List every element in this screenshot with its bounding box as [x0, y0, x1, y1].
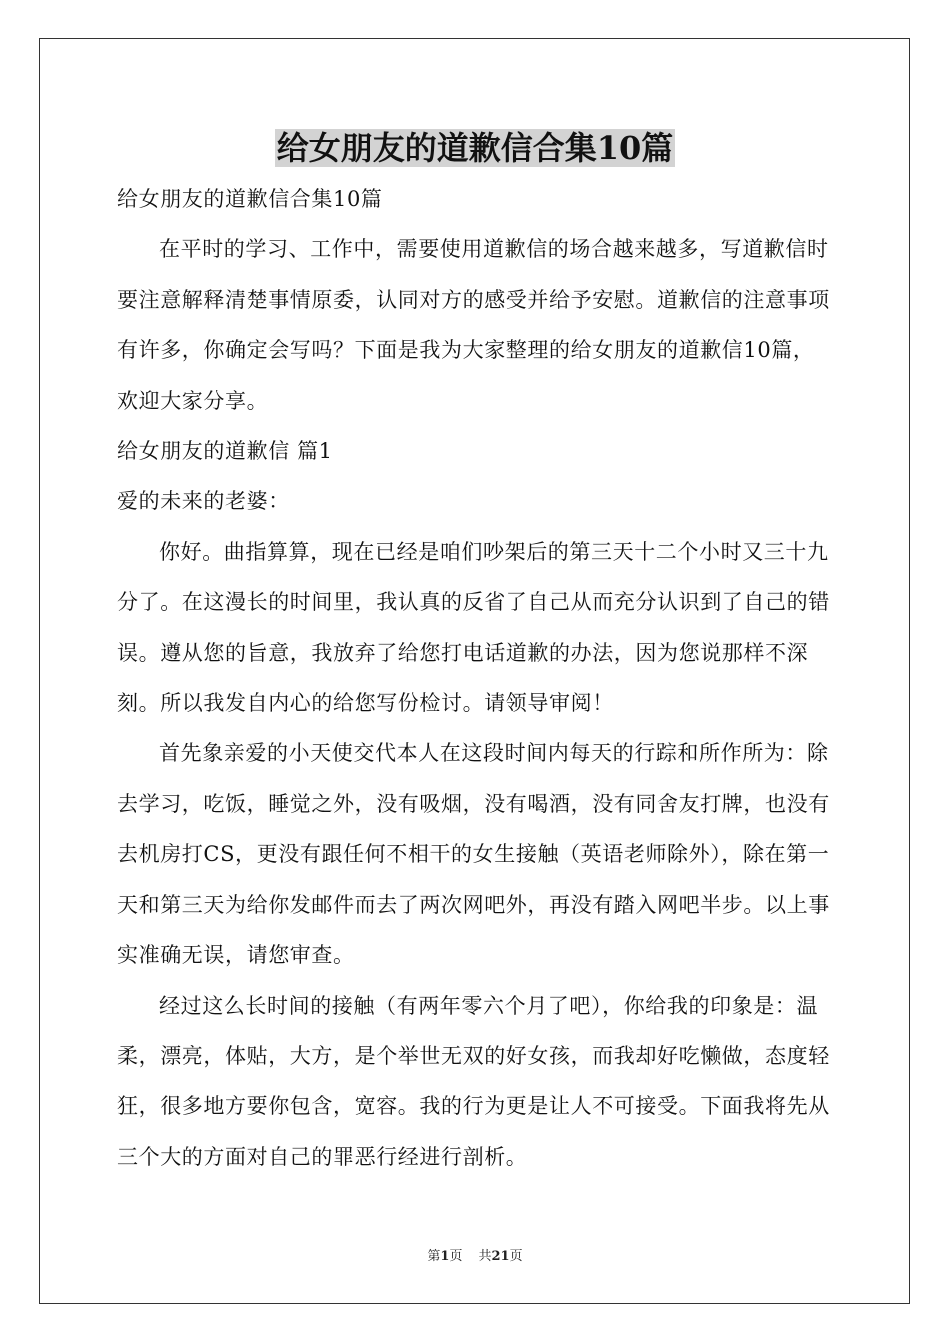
document-body	[117, 174, 833, 1182]
page-footer	[0, 1247, 950, 1267]
footer-page-current: 1	[440, 1249, 450, 1264]
document-title-text: 给女朋友的道歉信合集10篇	[276, 129, 674, 167]
paragraph-subtitle: 给女朋友的道歉信合集10篇	[117, 187, 383, 211]
paragraph-body-1: 你好。曲指算算，现在已经是咱们吵架后的第三天十二个小时又三十九分了。在这漫长的时间里，我认真的反省了自己从而充分认识到了自己的错误。遵从您的旨意，我放弃了给您打电话道歉的办法，因为您说那样不深刻。所以我发自内心的给您写份检讨。请领导审阅！	[117, 539, 830, 716]
paragraph-body-2: 首先象亲爱的小天使交代本人在这段时间内每天的行踪和所作所为：除去学习，吃饭，睡觉之外，没有吸烟，没有喝酒，没有同舍友打牌，也没有去机房打CS，更没有跟任何不相干的女生接触（英语老师除外），除在第一天和第三天为给你发邮件而去了两次网吧外，再没有踏入网吧半步。以上事实准确无误，请您审查。	[117, 741, 830, 968]
footer-page-total: 21	[491, 1249, 510, 1264]
footer-page-prefix: 第	[427, 1249, 441, 1264]
document-title	[0, 124, 950, 172]
footer-total-suffix: 页	[509, 1249, 523, 1264]
paragraph-section-heading: 给女朋友的道歉信 篇1	[117, 439, 333, 464]
paragraph-body-3: 经过这么长时间的接触（有两年零六个月了吧），你给我的印象是：温柔，漂亮，体贴，大方，是个举世无双的好女孩，而我却好吃懒做，态度轻狂，很多地方要你包含，宽容。我的行为更是让人不可接受。下面我将先从三个大的方面对自己的罪恶行经进行剖析。	[117, 993, 830, 1169]
footer-page-mid: 页	[449, 1249, 463, 1264]
paragraph-intro: 在平时的学习、工作中，需要使用道歉信的场合越来越多，写道歉信时要注意解释清楚事情原委，认同对方的感受并给予安慰。道歉信的注意事项有许多，你确定会写吗？下面是我为大家整理的给女朋友的道歉信10篇，欢迎大家分享。	[117, 237, 830, 413]
footer-total-prefix: 共	[478, 1249, 492, 1264]
paragraph-salutation: 爱的未来的老婆：	[117, 489, 290, 514]
